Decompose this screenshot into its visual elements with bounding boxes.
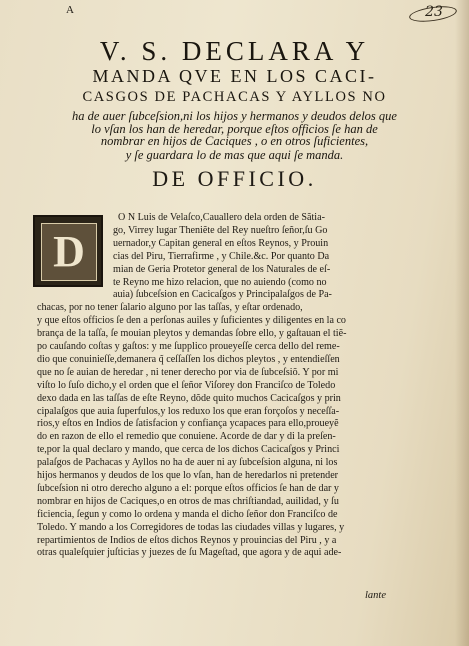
body-line: otras qualeſquier juſticias y juezes de ſu Mageſtad, que agora y de aqui ade- (37, 547, 342, 559)
body-line: rios,y eſtos en Indios de ſatisfacion y confiança ycapaces para ello,proueyẽ (37, 418, 339, 430)
body-line: nombrar en hijos de Caciques,o en otros de mas chriſtiandad, auilidad, y ſu (37, 495, 339, 507)
title-line-1: V. S. DECLARA Y (99, 36, 370, 66)
title-line-7: y ſe guardara lo de mas que aqui ſe manda. (125, 148, 344, 162)
title-line-2: MANDA QVE EN LOS CACI- (92, 66, 377, 86)
title-line-4: ha de auer ſubceſsion,ni los hijos y hermanos y deudos delos que (72, 109, 397, 123)
body-line: chacas, por no tener ſalario alguno por las taſſas, y eſtar ordenado, (37, 302, 303, 314)
body-line: go, Virrey lugar Theniẽte del Rey nueſtro ſeñor,ſu Go (113, 224, 328, 236)
title-line-3: CASGOS DE PACHACAS Y AYLLOS NO (82, 89, 387, 105)
body-line: po cauſando coſtas y gaſtos: y me ſupplico proueyeſſe cerca dello del reme- (37, 341, 340, 352)
body-line: ficiencia, ſegun y como lo ordena y manda el dicho ſeñor don Franciſco de (37, 508, 338, 520)
drop-cap-illustration (41, 223, 97, 281)
folio-number: 23 (425, 4, 443, 20)
body-line: ſubceſsion ni otro derecho alguno a el: porque eſtos officios ſe han de dar y (37, 482, 339, 494)
body-line: brança de la taſſa, ſe mouian pleytos y demandas ſobre ello, y gaſtauan el tiẽ- (37, 328, 347, 340)
body-line: Toledo. Y mando a los Corregidores de todas las ciudades villas y lugares, y (37, 521, 345, 533)
body-line: y que eſtos officios ſe den a perſonas auiles y ſuficientes y diligentes en la co (37, 315, 346, 327)
title-line-6: nombrar en hijos de Caciques , o en otros ſuficientes, (100, 134, 369, 148)
body-line: auia) ſubceſsion en Cacicaſgos y Principalaſgos de Pa- (113, 289, 332, 301)
catchword: lante (365, 590, 386, 601)
body-line: cias del Piru, Tierrafirme , y Chile.&c. Por quanto Da (113, 250, 330, 262)
body-line: do en razon de ello el remedio que conuiene. Acorde de dar y di la preſen- (37, 431, 336, 443)
body-line: dexo dada en las taſſas de eſte Reyno, dõde quito muchos Cacicaſgos y prin (37, 392, 341, 404)
title-line-5: lo vſan los han de heredar, porque eſtos officios ſe han de (91, 122, 378, 136)
body-line: viſto lo ſuſo dicho,y el orden que el ſeñor Viſorey don Franciſco de Toledo (37, 379, 336, 391)
body-line: te Reyno me hizo relacion, que no auiendo (como no (113, 276, 327, 288)
body-line: mian de Geria Protetor general de los Naturales de eſ- (113, 263, 331, 275)
body-line: uernador,y Capitan general en eſtos Reynos, y Prouin (113, 237, 329, 249)
body-line: palaſgos de Pachacas y Ayllos no ha de auer ni ay ſubceſsion alguna, ni los (37, 457, 338, 469)
body-line: repartimientos de Indios de eſtos dichos Reynos y prouincias del Piru , y a (37, 534, 337, 546)
drop-cap-frame (33, 215, 103, 287)
body-line: hijos hermanos y deudos de los que lo vſan, han de heredarlos ni pretender (37, 470, 339, 481)
signature-mark: A (66, 4, 75, 16)
section-heading: DE OFFICIO. (152, 166, 317, 191)
body-line: cipalaſgos que auia ſuperfulos,y los reduxo los que eran forçoſos y neceſſa- (37, 405, 340, 417)
drop-cap-letter: D (53, 227, 85, 276)
body-line: que no ſe auian de heredar , ni tener derecho por via de ſubceſsiõ. Y por mi (37, 366, 339, 378)
body-line: te,por la qual declaro y mando, que cerca de los dichos Cacicaſgos y Princi (37, 444, 340, 456)
body-line: dio que conuinieſſe,demanera q̃ ceſſaſſen los dichos pleytos , y entendieſſen (37, 353, 340, 365)
body-line: O N Luis de Velaſco,Cauallero dela orden de Sãtia- (118, 212, 325, 223)
